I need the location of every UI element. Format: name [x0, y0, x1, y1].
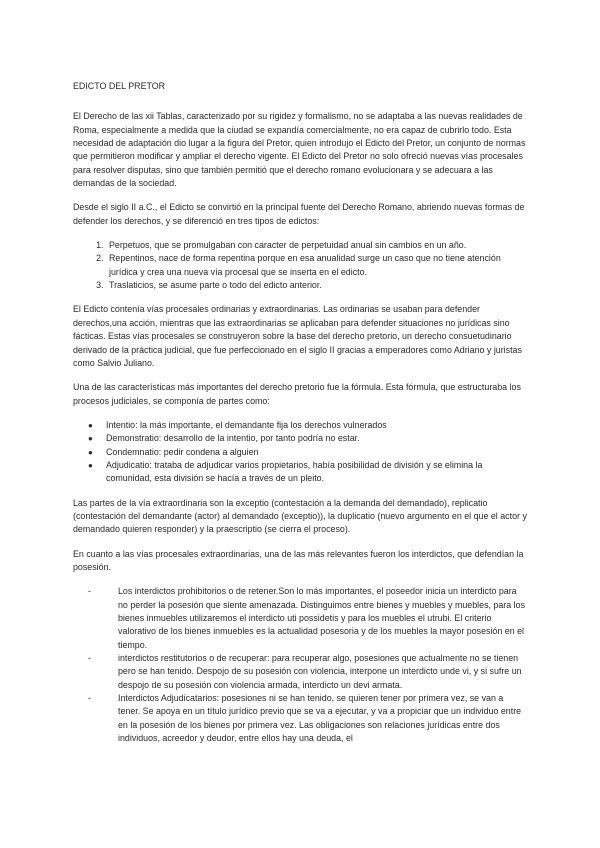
- paragraph-siglo: Desde el siglo II a.C., el Edicto se convirtió en la principal fuente del Derecho Romano, abriendo nuevas formas de defender los derechos, y se diferenció en tres tipos de edictos:: [73, 202, 525, 226]
- paragraph-intro: El Derecho de las xii Tablas, caracterizado por su rigidez y formalismo, no se adaptaba a las nuevas realidades de Roma, especialmente a medida que la ciudad se expandía comercialmente, no era capaz de cubrirlo todo. Esta necesidad de adaptación dio lugar a la figura del Pretor, quien introdujo el Edicto del Pretor, un conjunto de normas que permitieron modificar y ampliar el derecho vigente. El Edicto del Pretor no solo ofreció nuevas vías procesales para resolver disputas, sino que también permitió que el derecho romano evolucionara y se adecuara a las demandas de la sociedad.: [73, 111, 526, 189]
- bullet-icon: ●: [88, 434, 93, 444]
- dash-icon: -: [88, 653, 91, 664]
- paragraph-formula: Una de las características más importantes del derecho pretorio fue la fórmula. Esta fórmula, que estructuraba los procesos judiciales, se componía de partes como:: [73, 382, 521, 406]
- list-item: [88, 652, 527, 692]
- list-item-text: Demonstratio: desarrollo de la intentio, por tanto podría no estar.: [106, 433, 360, 444]
- list-item: [88, 446, 527, 459]
- list-item-text: Intentio: la más importante, el demandante fija los derechos vulnerados: [106, 419, 387, 430]
- bullet-icon: ●: [88, 447, 93, 457]
- list-item: [88, 692, 527, 745]
- list-item: 1. Perpetuos, que se promulgaban con caracter de perpetuidad anual sin cambios en un año.: [106, 239, 527, 252]
- bullet-icon: ●: [88, 460, 93, 470]
- list-item: 2. Repentinos, nace de forma repentina porque en esa anualidad surge un caso que no tiene atención jurídica y crea una nueva vía procesal que se inserta en el edicto.: [106, 252, 527, 279]
- dash-icon: -: [88, 693, 91, 704]
- paragraph-vias: El Edicto contenía vías procesales ordinarias y extraordinarias. Las ordinarias se usaban para defender derechos,una acción, mientras que las extraordinarias se aplicaban para defender situaciones no jurídicas sino fácticas. Estas vías procesales se construyeron sobre la base del derecho pretorio, un derecho consuetudinario derivado de la práctica judicial, que fue perfeccionado en el siglo II gracias a emperadores como Adriano y juristas como Salvio Juliano.: [73, 304, 522, 368]
- document-title: EDICTO DEL PRETOR: [73, 81, 166, 91]
- interdictos-list: [73, 585, 527, 745]
- bullet-icon: ●: [88, 420, 93, 430]
- dash-icon: -: [88, 586, 91, 597]
- formula-parts-list: [73, 419, 527, 486]
- list-item-text: Interdictos Adjudicatarios: posesiones ni se han tenido, se quieren tener por primera vez, se van a tener. Se apoya en un título jurídico previo que se va a ejecutar, y va a propiciar que un individuo entre en la posesión de los bienes por primera vez. Las obligaciones son relaciones jurídicas entre dos individuos, acreedor y deudor, entre ellos hay una deuda, el: [118, 693, 522, 744]
- paragraph-interdictos: En cuanto a las vías procesales extraordinarias, una de las más relevantes fueron los interdictos, que defendían la posesión.: [73, 548, 524, 572]
- list-item: 3. Traslaticios, se asume parte o todo del edicto anterior.: [106, 279, 527, 292]
- list-item-text: Los interdictos prohibitorios o de retener.Son lo más importantes, el poseedor inicia un interdicto para no perder la posesión que siente amenazada. Distinguimos entre bienes y muebles y muebles, para los bienes inmuebles utilizaremos el interdicto uti possidetis y para los muebles el utrubi. El criterio valorativo de los bienes inmuebles es la actualidad posesoria y de los muebles la mayor posesión en el tiempo.: [118, 586, 526, 650]
- list-item-text: interdictos restitutorios o de recuperar: para recuperar algo, posesiones que actualmente no se tienen pero se han tenido. Despojo de su posesión con violencia, interpone un interdicto unde vi, y si sufre un despojo de su posesión con violencia armada, interdicto un devi armata.: [118, 653, 522, 690]
- list-item: [88, 459, 527, 486]
- list-item: [88, 432, 527, 445]
- list-item-text: Condemnatio: pedir condena a alguien: [106, 446, 259, 457]
- paragraph-extraordinaria: Las partes de la vía extraordinaria son la exceptio (contestación a la demanda del demandado), replicatio (contestación del demandante (actor) al demandado (exceptio)), la duplicatio (nuevo argumento en el que el actor y demandado quieren responder) y la praescriptio (se cierra el proceso).: [73, 497, 527, 535]
- list-item-text: Adjudicatio: trataba de adjudicar varios propietarios, había posibilidad de división y se elimina la comunidad, esta división se hacía a través de un pleito.: [106, 459, 483, 484]
- edict-types-list: [73, 239, 527, 292]
- list-item: [88, 419, 527, 432]
- list-item: [88, 585, 527, 652]
